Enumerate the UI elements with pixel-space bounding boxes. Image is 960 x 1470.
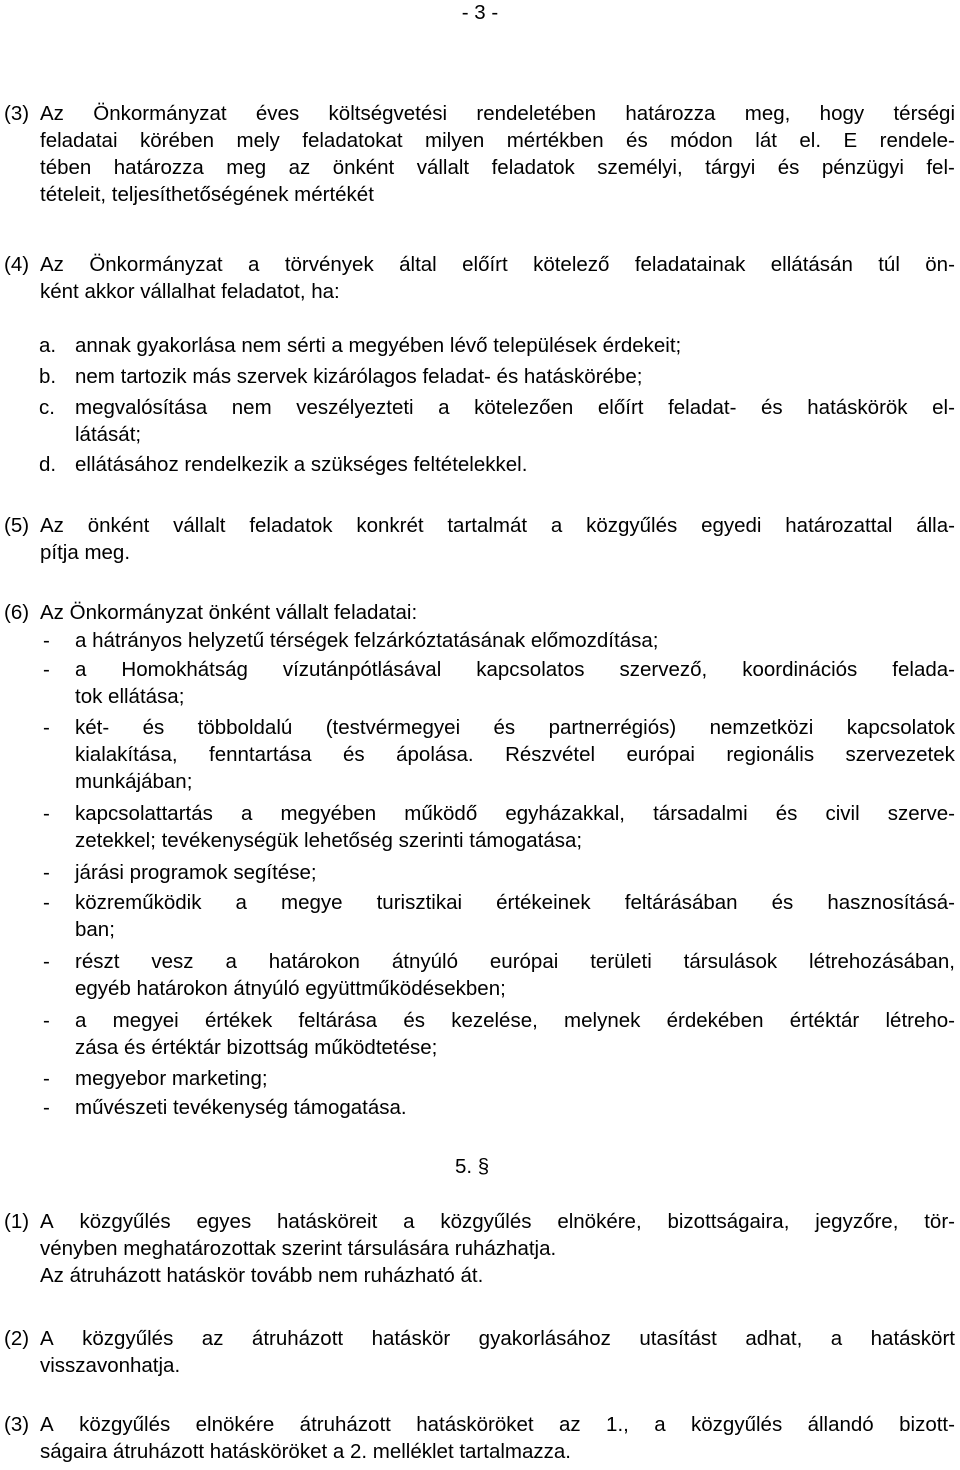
para-6-marker: (6) — [4, 601, 30, 624]
section-5-para-marker: (1) — [4, 1210, 30, 1233]
para-4-marker: (4) — [4, 253, 30, 276]
list-item-marker: d. — [39, 453, 57, 476]
section-5-para-marker: (2) — [4, 1327, 30, 1350]
para-4-line: Az Önkormányzat a törvények által előírt kötelező feladatainak ellátásán túl ön- — [40, 253, 955, 276]
task-item-line: a megyei értékek feltárása és kezelése, melynek érdekében értéktár létreho- — [75, 1009, 955, 1032]
para-5-line: Az önként vállalt feladatok konkrét tartalmát a közgyűlés egyedi határozattal álla- — [40, 514, 955, 537]
task-item-line: tok ellátása; — [75, 685, 185, 708]
task-item-marker: - — [43, 658, 50, 681]
task-item-marker: - — [43, 802, 50, 825]
task-item-line: művészeti tevékenység támogatása. — [75, 1096, 407, 1119]
list-item-line: megvalósítása nem veszélyezteti a kötelezően előírt feladat- és hatáskörök el- — [75, 396, 955, 419]
task-item-marker: - — [43, 861, 50, 884]
para-6-line: Az Önkormányzat önként vállalt feladatai: — [40, 601, 418, 624]
task-item-line: megyebor marketing; — [75, 1067, 268, 1090]
para-3-line: Az Önkormányzat éves költségvetési rendeletében határozza meg, hogy térségi — [40, 102, 955, 125]
para-3-line: tében határozza meg az önként vállalt feladatok személyi, tárgyi és pénzügyi fel- — [40, 156, 955, 179]
task-item-marker: - — [43, 1009, 50, 1032]
list-item-marker: a. — [39, 334, 57, 357]
section-5-para-line: Az átruházott hatáskör tovább nem ruházható át. — [40, 1264, 484, 1287]
section-5-para-line: A közgyűlés az átruházott hatáskör gyakorlásához utasítást adhat, a hatáskört — [40, 1327, 955, 1350]
page-number: - 3 - — [461, 1, 499, 24]
list-item-marker: c. — [39, 396, 55, 419]
para-5-marker: (5) — [4, 514, 30, 537]
section-5-para-marker: (3) — [4, 1413, 30, 1436]
task-item-line: kialakítása, fenntartása és ápolása. Részvétel európai regionális szervezetek — [75, 743, 955, 766]
section-heading: 5. § — [455, 1155, 490, 1178]
section-5-para-line: A közgyűlés elnökére átruházott hatásköröket az 1., a közgyűlés állandó bizott- — [40, 1413, 955, 1436]
para-3-line: tételeit, teljesíthetőségének mértékét — [40, 183, 374, 206]
section-5-para-line: visszavonhatja. — [40, 1354, 181, 1377]
task-item-line: kapcsolattartás a megyében működő egyházakkal, társadalmi és civil szerve- — [75, 802, 955, 825]
list-item-line: annak gyakorlása nem sérti a megyében lévő települések érdekeit; — [75, 334, 682, 357]
task-item-marker: - — [43, 1096, 50, 1119]
task-item-marker: - — [43, 891, 50, 914]
task-item-line: zása és értéktár bizottság működtetése; — [75, 1036, 438, 1059]
list-item-marker: b. — [39, 365, 57, 388]
section-5-para-line: A közgyűlés egyes hatásköreit a közgyűlés elnökére, bizottságaira, jegyzőre, tör- — [40, 1210, 955, 1233]
task-item-marker: - — [43, 629, 50, 652]
task-item-line: két- és többoldalú (testvérmegyei és partnerrégiós) nemzetközi kapcsolatok — [75, 716, 955, 739]
list-item-line: ellátásához rendelkezik a szükséges feltételekkel. — [75, 453, 528, 476]
list-item-line: látását; — [75, 423, 142, 446]
task-item-line: járási programok segítése; — [75, 861, 317, 884]
task-item-line: a hátrányos helyzetű térségek felzárkóztatásának előmozdítása; — [75, 629, 659, 652]
task-item-line: közreműködik a megye turisztikai értékeinek feltárásában és hasznosításá- — [75, 891, 955, 914]
task-item-line: zetekkel; tevékenységük lehetőség szerinti támogatása; — [75, 829, 583, 852]
task-item-marker: - — [43, 716, 50, 739]
task-item-line: egyéb határokon átnyúló együttműködésekben; — [75, 977, 506, 1000]
para-4-line: ként akkor vállalhat feladatot, ha: — [40, 280, 340, 303]
task-item-line: munkájában; — [75, 770, 193, 793]
para-3-line: feladatai körében mely feladatokat milyen mértékben és módon lát el. E rendele- — [40, 129, 955, 152]
task-item-line: a Homokhátság vízutánpótlásával kapcsolatos szervező, koordinációs felada- — [75, 658, 955, 681]
task-item-marker: - — [43, 950, 50, 973]
section-5-para-line: vényben meghatározottak szerint társulására ruházhatja. — [40, 1237, 557, 1260]
para-5-line: pítja meg. — [40, 541, 131, 564]
list-item-line: nem tartozik más szervek kizárólagos feladat- és hatáskörébe; — [75, 365, 643, 388]
section-5-para-line: ságaira átruházott hatásköröket a 2. melléklet tartalmazza. — [40, 1440, 571, 1463]
task-item-marker: - — [43, 1067, 50, 1090]
task-item-line: részt vesz a határokon átnyúló európai területi társulások létrehozásában, — [75, 950, 955, 973]
task-item-line: ban; — [75, 918, 115, 941]
para-3-marker: (3) — [4, 102, 30, 125]
